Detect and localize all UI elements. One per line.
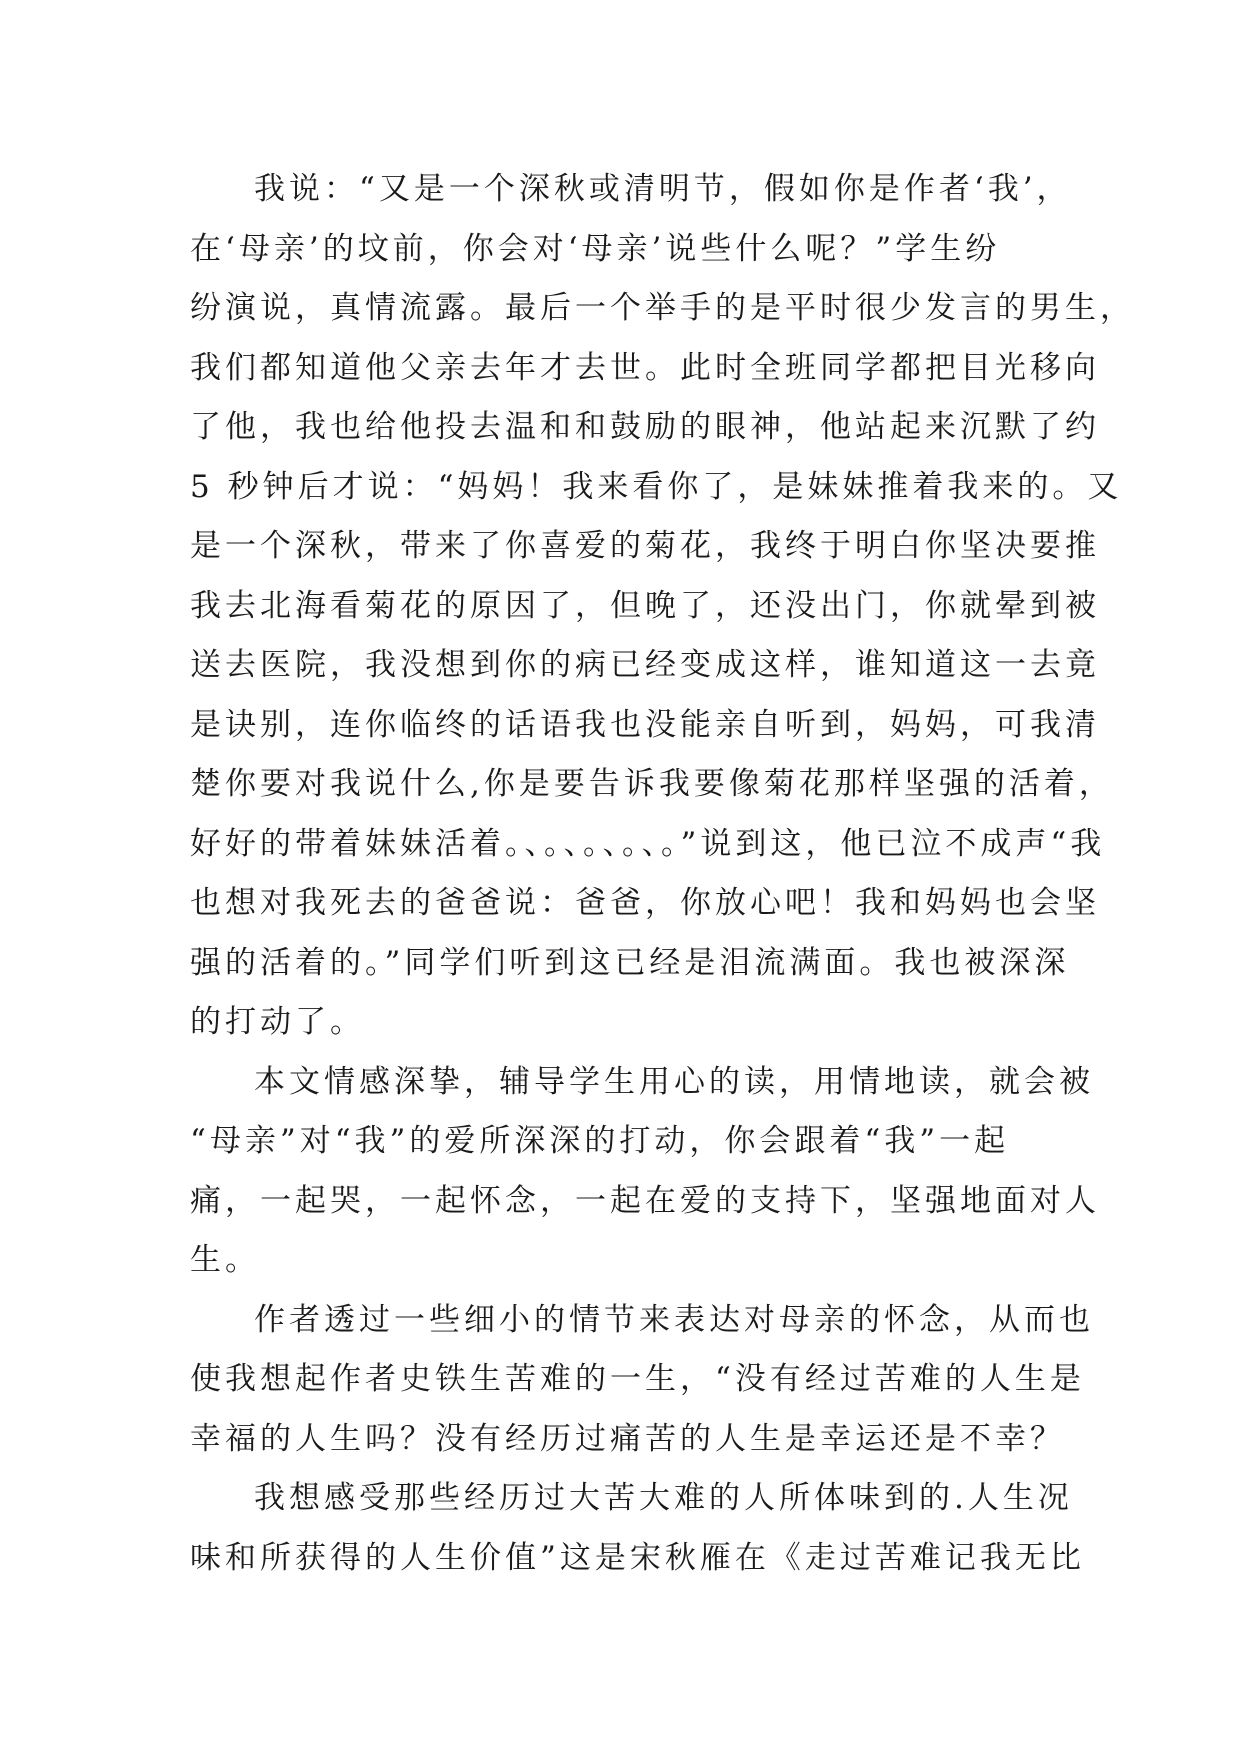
text-line: 在‘母亲’的坟前，你会对‘母亲’说些什么呢？”学生纷 bbox=[190, 230, 1001, 267]
text-line: 也想对我死去的爸爸说：爸爸，你放心吧！我和妈妈也会坚 bbox=[190, 885, 1100, 921]
text-line: 我去北海看菊花的原因了，但晚了，还没出门，你就晕到被 bbox=[190, 587, 1100, 624]
paragraph bbox=[190, 1469, 1085, 1588]
text-line: 生。 bbox=[190, 1242, 260, 1278]
text-line: 我想感受那些经历过大苦大难的人所体味到的.人生况 bbox=[254, 1480, 1073, 1516]
text-line: 5 秒钟后才说：“妈妈！我来看你了，是妹妹推着我来的。又 bbox=[190, 468, 1123, 505]
text-line: 是诀别，连你临终的话语我也没能亲自听到，妈妈，可我清 bbox=[190, 706, 1100, 743]
text-line: 幸福的人生吗？没有经历过痛苦的人生是幸运还是不幸？ bbox=[190, 1420, 1065, 1457]
text-line: 楚你要对我说什么,你是要告诉我要像菊花那样坚强的活着， bbox=[190, 766, 1114, 802]
text-line: 本文情感深挚，辅导学生用心的读，用情地读，就会被 bbox=[254, 1063, 1094, 1100]
paragraph bbox=[190, 160, 1135, 1053]
text-line: 强的活着的。”同学们听到这已经是泪流满面。我也被深深 bbox=[190, 944, 1070, 981]
text-line: “母亲”对“我”的爱所深深的打动，你会跟着“我”一起 bbox=[190, 1123, 1010, 1159]
body-text bbox=[190, 160, 1135, 1588]
text-line: 送去医院，我没想到你的病已经变成这样，谁知道这一去竟 bbox=[190, 647, 1100, 683]
text-line: 了他，我也给他投去温和和鼓励的眼神，他站起来沉默了约 bbox=[190, 409, 1100, 445]
text-line: 的打动了。 bbox=[190, 1004, 365, 1040]
text-line: 味和所获得的人生价值”这是宋秋雁在《走过苦难记我无比 bbox=[190, 1539, 1085, 1576]
text-line: 痛，一起哭，一起怀念，一起在爱的支持下，坚强地面对人 bbox=[190, 1182, 1100, 1219]
text-line: 我们都知道他父亲去年才去世。此时全班同学都把目光移向 bbox=[190, 349, 1100, 386]
paragraph bbox=[190, 1053, 1100, 1291]
text-line: 好好的带着妹妹活着。、。、。、。、。”说到这，他已泣不成声“我 bbox=[190, 825, 1106, 862]
text-line: 作者透过一些细小的情节来表达对母亲的怀念，从而也 bbox=[254, 1301, 1094, 1338]
text-line: 我说：“又是一个深秋或清明节，假如你是作者‘我’， bbox=[254, 171, 1072, 207]
text-line: 纷演说，真情流露。最后一个举手的是平时很少发言的男生， bbox=[190, 290, 1135, 326]
text-line: 使我想起作者史铁生苦难的一生，“没有经过苦难的人生是 bbox=[190, 1361, 1085, 1397]
paragraph bbox=[190, 1291, 1094, 1470]
text-line: 是一个深秋，带来了你喜爱的菊花，我终于明白你坚决要推 bbox=[190, 528, 1100, 564]
